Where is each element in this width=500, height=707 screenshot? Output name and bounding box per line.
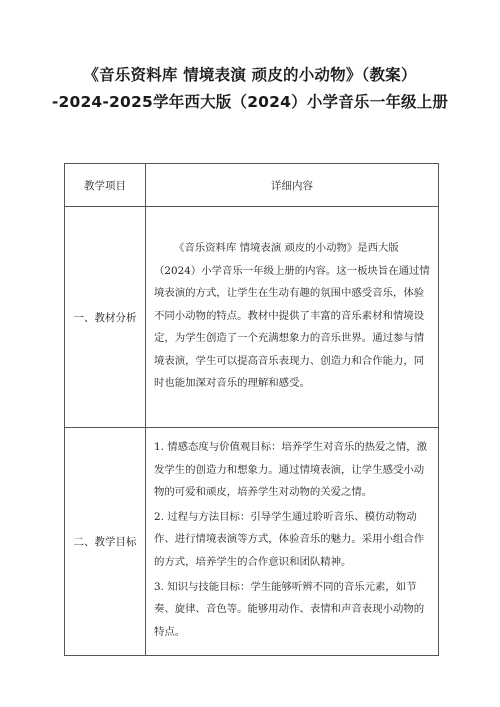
document-title-line1: 《音乐资料库 情境表演 顽皮的小动物》（教案） bbox=[83, 66, 417, 84]
table-row bbox=[65, 428, 439, 656]
column-header-content: 详细内容 bbox=[146, 164, 439, 207]
table-row bbox=[65, 207, 439, 428]
row-label-textbook-analysis: 一、教材分析 bbox=[65, 207, 146, 428]
row-content-textbook-analysis bbox=[146, 207, 439, 428]
document-title-line2: -2024-2025学年西大版（2024）小学音乐一年级上册 bbox=[51, 93, 449, 111]
row-label-teaching-goals: 二、教学目标 bbox=[65, 428, 146, 656]
table-header-row bbox=[65, 164, 439, 207]
lesson-plan-table bbox=[64, 163, 439, 656]
column-header-item: 教学项目 bbox=[65, 164, 146, 207]
goal-item-2: 2. 过程与方法目标：引导学生通过聆听音乐、模仿动物动作、进行情境表演等方式，体验音乐的魅力。采用小组合作的方式，培养学生的合作意识和团队精神。 bbox=[154, 510, 425, 568]
row-content-teaching-goals bbox=[146, 428, 439, 656]
goal-item-3: 3. 知识与技能目标：学生能够听辨不同的音乐元素，如节奏、旋律、音色等。能够用动作、表情和声音表现小动物的特点。 bbox=[154, 580, 425, 638]
content-paragraph: 《音乐资料库 情境表演 顽皮的小动物》是西大版（2024）小学音乐一年级上册的内容。这一板块旨在通过情境表演的方式，让学生在生动有趣的氛围中感受音乐，体验不同小动物的特点。教材中提供了丰富的音乐素材和情境设定，为学生创造了一个充满想象力的音乐世界。通过参与情境表演，学生可以提高音乐表现力、创造力和合作能力，同时也能加深对音乐的理解和感受。 bbox=[154, 241, 430, 390]
goal-item-1: 1. 情感态度与价值观目标：培养学生对音乐的热爱之情，激发学生的创造力和想象力。通过情境表演，让学生感受小动物的可爱和顽皮，培养学生对动物的关爱之情。 bbox=[154, 441, 427, 499]
